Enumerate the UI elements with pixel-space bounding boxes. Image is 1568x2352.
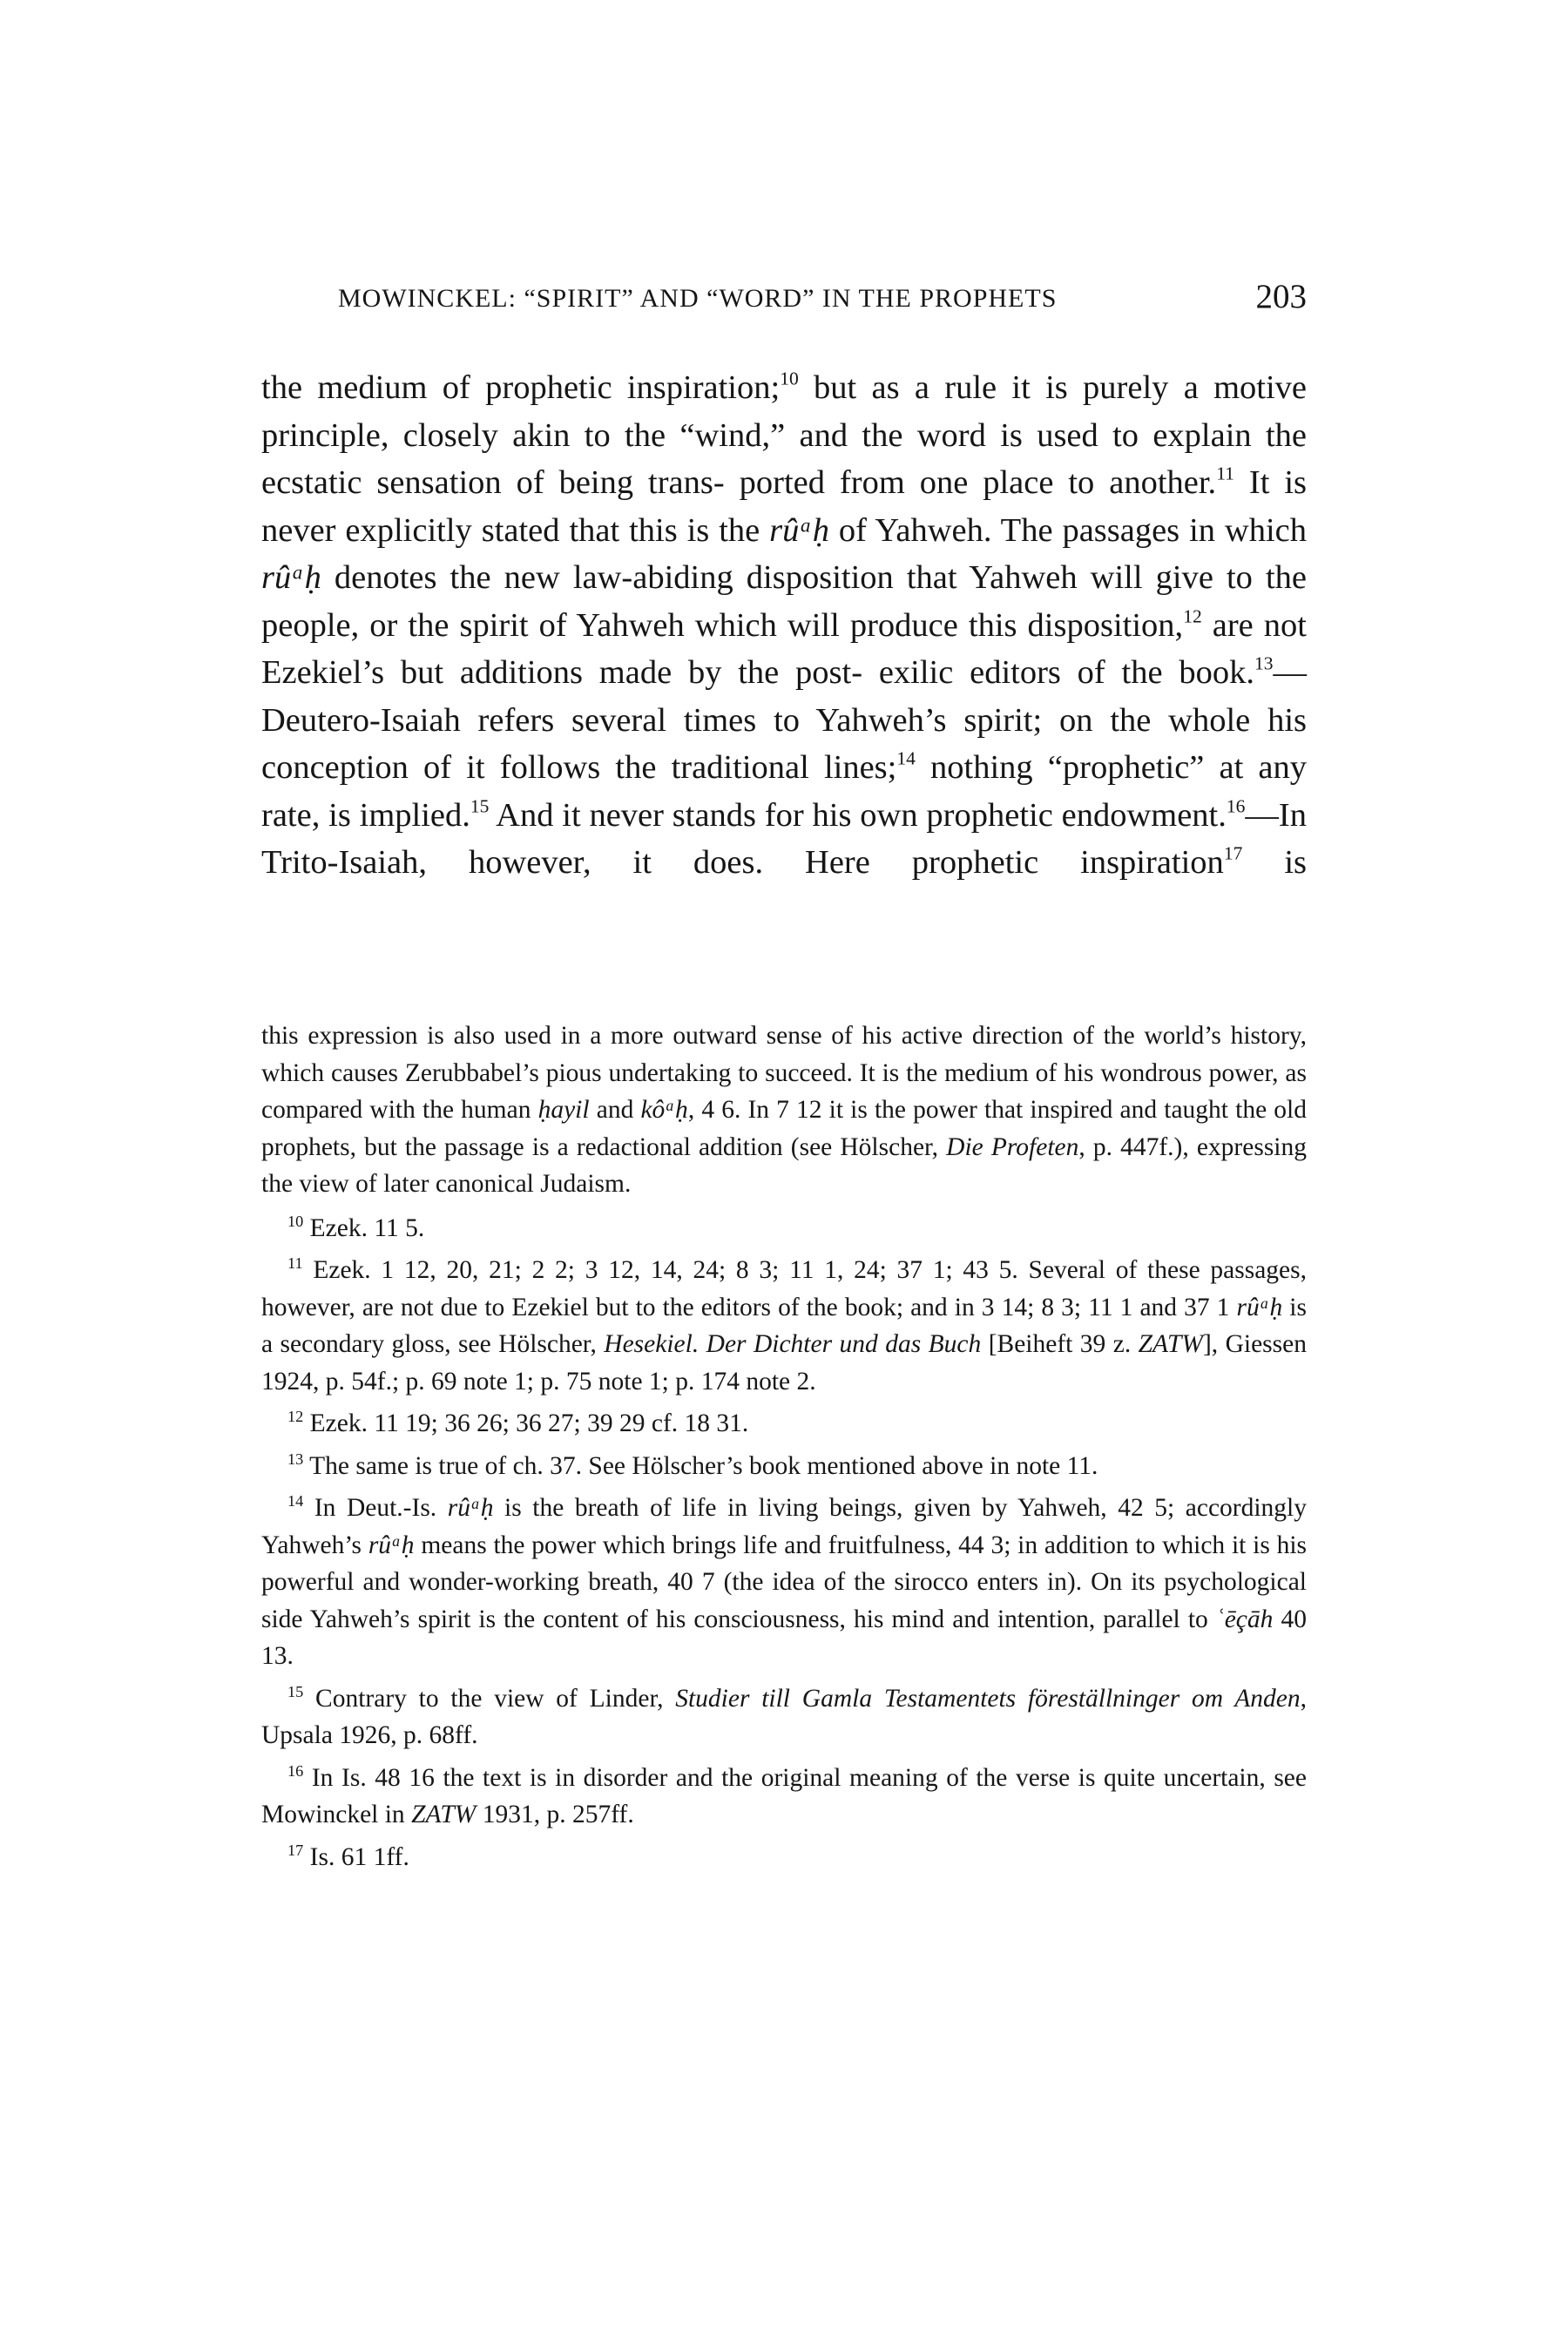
footnote-11: $^{11}$ Ezek. 1 12, 20, 21; 2 2; 3 12, 14, 24; 8 3; 11 1, 24; 37 1; 43 5. Several of these passages, however, are not due to Ezekiel but to the editors of the book; and in 3 14; 8 3; 11 1 and 37 1 rûᵃḥ is a secondary gloss, see Hölscher, Hesekiel. Der Dichter und das Buch [Beiheft 39 z. ZATW], Giessen 1924, p. 54f.; p. 69 note 1; p. 75 note 1; p. 174 note 2. — [261, 1254, 1307, 1396]
running-head — [338, 277, 1307, 321]
footnote-number: 12 — [287, 1408, 304, 1426]
footnote-15: $^{15}$ Contrary to the view of Linder, Studier till Gamla Testamentets föreställninger om Anden, Upsala 1926, p. 68ff. — [261, 1682, 1307, 1749]
footnotes — [261, 1017, 1307, 1876]
footnote-number: 16 — [287, 1761, 304, 1780]
footnote-continuation: this expression is also used in a more outward sense of his active direction of the world’s history, which causes Zerubbabel’s pious undertaking to succeed. It is the medium of his wondrous power, as compared with the human ḥayil and kôᵃḥ, 4 6. In 7 12 it is the power that inspired and taught the old prophets, but the passage is a redactional addition (see Hölscher, Die Profeten, p. 447f.), expressing the view of later canonical Judaism. — [261, 1022, 1307, 1198]
page-number: 203 — [1255, 278, 1307, 315]
footnote-ref-17: 17 — [1223, 842, 1243, 864]
footnote-14: $^{14}$ In Deut.-Is. rûᵃḥ is the breath of life in living beings, given by Yahweh, 42 5; accordingly Yahweh’s rûᵃḥ means the power which brings life and fruitfulness, 44 3; in addition to which it is his powerful and wonder-working breath, 40 7 (the idea of the sirocco enters in). On its psychological side Yahweh’s spirit is the content of his consciousness, his mind and intention, parallel to ʿēçāh 40 13. — [261, 1492, 1308, 1670]
footnote-ref-11: 11 — [1216, 463, 1234, 484]
footnote-ref-12: 12 — [1183, 605, 1202, 626]
footnote-ref-13: 13 — [1254, 652, 1274, 674]
footnote-16: $^{16}$ In Is. 48 16 the text is in disorder and the original meaning of the verse is quite uncertain, see Mowinckel in ZATW 1931, p. 257ff. — [261, 1761, 1307, 1828]
footnote-number: 14 — [287, 1492, 304, 1511]
term-ruah: rûᵃḥ — [261, 559, 321, 596]
footnote-17: $^{17}$ Is. 61 1ff. — [287, 1841, 409, 1871]
body-paragraph: the medium of prophetic inspiration;$^{10}$ but as a rule it is purely a motive principle, closely akin to the “wind,” and the word is used to explain the ecstatic sensation of being trans- ported from one place to another.$^{11}$ It is never explicitly stated that this is the rûᵃḥ of Yahweh. The passages in which rûᵃḥ denotes the new law-abiding disposition that Yahweh will give to the people, or the spirit of Yahweh which will produce this disposition,$^{12}$ are not Ezekiel’s but additions made by the post- exilic editors of the book.$^{13}$—Deutero-Isaiah refers several times to Yahweh’s spirit; on the whole his conception of it follows the traditional lines;$^{14}$ nothing “prophetic” at any rate, is implied.$^{15}$ And it never stands for his own prophetic endowment.$^{16}$—In Trito-Isaiah, however, it does. Here prophetic inspiration$^{17}$ is — [261, 368, 1308, 881]
footnote-ref-15: 15 — [470, 794, 490, 816]
footnote-number: 11 — [287, 1254, 303, 1273]
footnote-13: $^{13}$ The same is true of ch. 37. See Hölscher’s book mentioned above in note 11. — [287, 1450, 1098, 1480]
footnote-number: 17 — [287, 1841, 304, 1859]
main-text — [261, 364, 1307, 887]
footnote-number: 10 — [287, 1212, 304, 1230]
footnote-10: $^{10}$ Ezek. 11 5. — [287, 1212, 425, 1242]
footnote-ref-10: 10 — [780, 368, 799, 389]
footnote-12: $^{12}$ Ezek. 11 19; 36 26; 36 27; 39 29 cf. 18 31. — [287, 1408, 749, 1437]
term-ruah: rûᵃḥ — [769, 511, 829, 549]
footnote-number: 13 — [287, 1450, 304, 1468]
running-title: MOWINCKEL: “SPIRIT” AND “WORD” IN THE PROPHETS — [338, 284, 1058, 313]
footnote-ref-14: 14 — [896, 747, 916, 769]
footnote-ref-16: 16 — [1226, 794, 1246, 816]
footnote-number: 15 — [287, 1682, 304, 1700]
